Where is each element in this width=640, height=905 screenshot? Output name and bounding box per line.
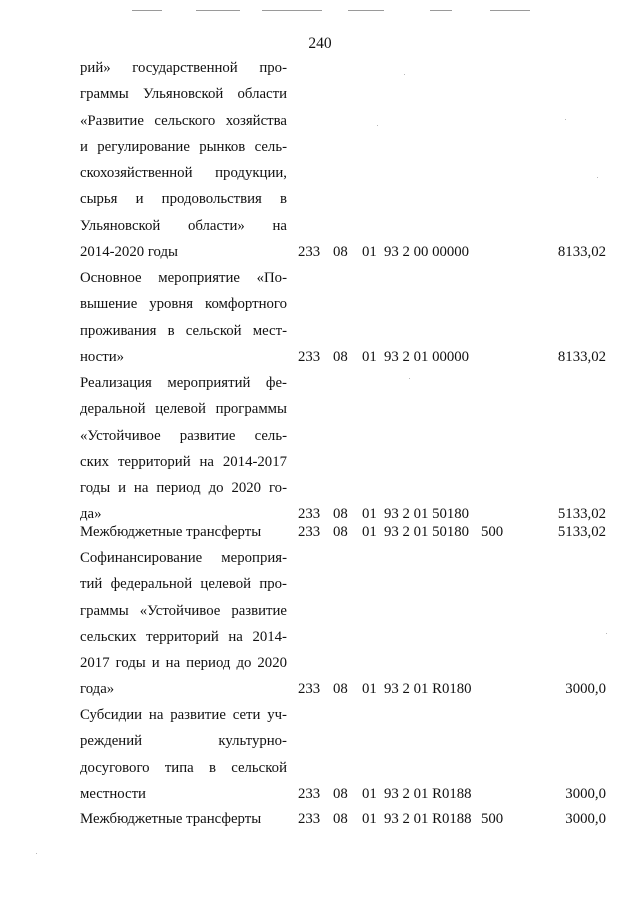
name-line: 2014-2020 годы xyxy=(80,244,178,261)
amount: 5133,02 xyxy=(557,506,606,522)
name-line: досугового типа в сельской xyxy=(80,759,287,776)
amount: 8133,02 xyxy=(557,244,606,260)
section-code: 08 xyxy=(333,524,348,540)
amount: 3000,0 xyxy=(565,786,606,802)
section-code: 08 xyxy=(333,349,348,365)
name-line: да» xyxy=(80,506,102,523)
section-code: 08 xyxy=(333,786,348,802)
expense-type-code: 500 xyxy=(481,524,504,540)
scan-artifact xyxy=(196,10,240,11)
name-line: деральной целевой программы xyxy=(80,401,287,418)
name-line: годы и на период до 2020 го- xyxy=(80,480,287,497)
name-line: местности xyxy=(80,785,146,802)
target-article-code: 93 2 01 R0188 xyxy=(384,786,472,802)
scan-speck xyxy=(597,177,598,178)
scan-artifact xyxy=(348,10,384,11)
scan-speck xyxy=(404,74,405,75)
name-line: сельских территорий на 2014- xyxy=(80,628,287,645)
scan-speck xyxy=(36,853,37,854)
target-article-code: 93 2 01 00000 xyxy=(384,349,470,365)
name-line: проживания в сельской мест- xyxy=(80,322,287,339)
subsection-code: 01 xyxy=(362,681,377,697)
name-line: скохозяйственной продукции, xyxy=(80,165,287,182)
target-article-code: 93 2 01 50180 xyxy=(384,506,470,522)
row-name xyxy=(80,806,287,832)
scan-artifact xyxy=(132,10,162,11)
row-name xyxy=(80,702,287,807)
section-code: 08 xyxy=(333,811,348,827)
ved-code: 233 xyxy=(298,786,321,802)
section-code: 08 xyxy=(333,681,348,697)
row-name xyxy=(80,370,287,528)
amount: 3000,0 xyxy=(565,681,606,697)
ved-code: 233 xyxy=(298,506,321,522)
section-code: 08 xyxy=(333,506,348,522)
target-article-code: 93 2 01 R0180 xyxy=(384,681,472,697)
name-line: ских территорий на 2014-2017 xyxy=(80,453,287,470)
target-article-code: 93 2 01 50180 xyxy=(384,524,470,540)
ved-code: 233 xyxy=(298,244,321,260)
name-line: «Устойчивое развитие сель- xyxy=(80,427,287,444)
subsection-code: 01 xyxy=(362,811,377,827)
name-line: сырья и продовольствия в xyxy=(80,191,287,208)
subsection-code: 01 xyxy=(362,349,377,365)
row-name xyxy=(80,545,287,703)
name-line: граммы «Устойчивое развитие xyxy=(80,602,287,619)
scan-artifact xyxy=(430,10,452,11)
section-code: 08 xyxy=(333,244,348,260)
name-line: 2017 годы и на период до 2020 xyxy=(80,655,287,672)
scan-speck xyxy=(565,119,566,120)
scan-artifact xyxy=(262,10,322,11)
page-number: 240 xyxy=(308,35,332,52)
name-line: Ульяновской области» на xyxy=(80,217,287,234)
ved-code: 233 xyxy=(298,811,321,827)
name-line: Основное мероприятие «По- xyxy=(80,270,287,286)
amount: 3000,0 xyxy=(565,811,606,827)
row-name xyxy=(80,519,287,545)
name-line: Софинансирование мероприя- xyxy=(80,550,287,566)
name-line: и регулирование рынков сель- xyxy=(80,138,287,155)
name-line: Межбюджетные трансферты xyxy=(80,811,262,827)
row-name xyxy=(80,265,287,370)
scan-speck xyxy=(377,125,378,126)
ved-code: 233 xyxy=(298,349,321,365)
subsection-code: 01 xyxy=(362,244,377,260)
name-line: Межбюджетные трансферты xyxy=(80,524,262,540)
target-article-code: 93 2 00 00000 xyxy=(384,244,470,260)
row-name xyxy=(80,55,287,265)
amount: 8133,02 xyxy=(557,349,606,365)
name-line: «Развитие сельского хозяйства xyxy=(80,112,287,129)
name-line: года» xyxy=(80,681,115,698)
expense-type-code: 500 xyxy=(481,811,504,827)
scan-speck xyxy=(606,633,607,634)
name-line: вышение уровня комфортного xyxy=(80,296,287,313)
scan-artifact xyxy=(490,10,530,11)
subsection-code: 01 xyxy=(362,786,377,802)
subsection-code: 01 xyxy=(362,506,377,522)
name-line: тий федеральной целевой про- xyxy=(80,576,287,593)
subsection-code: 01 xyxy=(362,524,377,540)
name-line: граммы Ульяновской области xyxy=(80,86,287,103)
ved-code: 233 xyxy=(298,524,321,540)
scan-speck xyxy=(409,378,410,379)
target-article-code: 93 2 01 R0188 xyxy=(384,811,472,827)
name-line: рий» государственной про- xyxy=(80,60,287,76)
name-line: ности» xyxy=(80,348,125,365)
name-line: реждений культурно- xyxy=(80,733,287,750)
name-line: Реализация мероприятий фе- xyxy=(80,375,287,391)
amount: 5133,02 xyxy=(557,524,606,540)
ved-code: 233 xyxy=(298,681,321,697)
name-line: Субсидии на развитие сети уч- xyxy=(80,707,287,723)
